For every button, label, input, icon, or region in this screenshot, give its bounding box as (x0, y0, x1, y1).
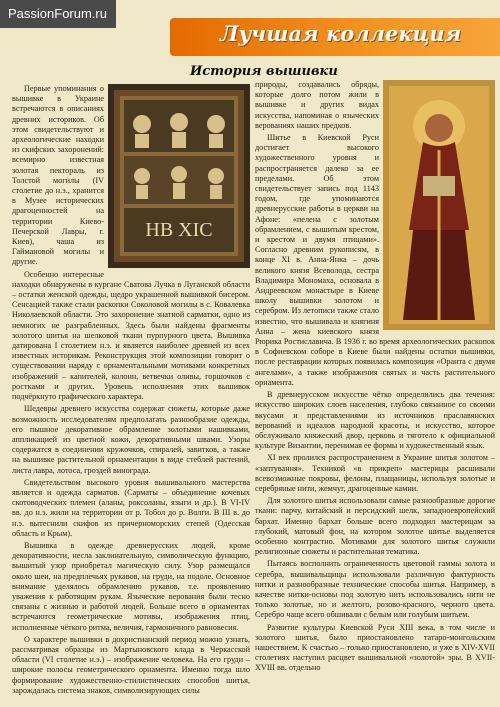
paragraph: Первые упоминания о вышивке в Украине встречаются в описаниях древних историков. Об этом свидетельствуют и археологические находки из скифских захоронений: всемирно известная золотая пектораль из Толстой могилы (IV столетие до н.э., хранится в Музее исторических драгоценностей на территории Киево-Печерской Лавры, г. Киев), чаша из Гаймановой могилы и другие. (12, 84, 104, 267)
paragraph: природы, создавались обряды, которые долго потом жили в вышивке и других видах искусства, напоминая о языческих верованиях наших предков. (255, 80, 379, 130)
paragraph: Для золотого шитья использовали самые разнообразные дорогие ткани: парчу, китайский и персидский шелк, западноевропейский бархат. Именно бархат больше всего подходил мастерицам за глубокий, матовый фон, на котором золотое шитье выделяется особенно контрастно. Мотивами для золотого шитья служили религиозные сюжеты и растительная тематика. (255, 496, 495, 557)
icon-saint-photo (383, 80, 495, 330)
paragraph: В древнерусском искусстве чётко определились два течения: искусство широких слоев населения, глубоко связанное со своими вкусами и представлениями из источников праславянских верований и идеалов народной красоты, и искусство, которое обслуживало княжеский двор, церковь и тяготело к официальной культуре Византии, перенимая ее формы и художественный язык. (255, 390, 495, 451)
text-column-right (255, 80, 495, 704)
article-title: История вышивки (190, 64, 338, 79)
paragraph: Пытаясь восполнить ограниченность цветовой гаммы золота и серебра, вышивальщицы использовали различную фактурность нитки и разнообразные технические способы шитья. Например, в качестве нитки-основы под золотую нить использовались нити не только золотые, но и желтого, розово-красного, черного цвета. Серебро чаще всего обшивали с белым или голубым шитьем. (255, 559, 495, 620)
section-title: Лучшая коллекция (220, 21, 462, 46)
paragraph: Вышивка в одежде древнерусских людей, кроме декоративности, несла заклинательную, символическую функцию, вышитый узор приобретал магическую силу. Узор размещался около шеи, на предплечьях рукавов, на груди, на подоле. Основное внимание уделялось обрамлению рукавов, т.е. проявлению уважения к работящим рукам. Языческие верования были тесно связаны с жизнью и работой людей. Больше всего в орнаментах встречаются геометрические мотивы, изображения птиц, исполненные чёткого ритма, величия, гармоничного равновесия. (12, 540, 250, 632)
embroidered-cloth-image (108, 84, 250, 268)
embroidered-cloth-photo (108, 84, 250, 268)
text-column-left (12, 84, 250, 704)
section-banner (170, 18, 500, 56)
paragraph: Развитие культуры Киевской Руси XIII века, в том числе и золотого шитья, было приостановлено татаро-монгольским нашествием. К счастью – только приостановлено, и уже в XIV-XVII столетиях наступил расцвет вышивальной «золотой» эры. В XVII-XVIII вв. отдельно (255, 622, 495, 673)
paragraph: Шитье в Киевской Руси достигает высокого художественного уровня и распространяется далеко за ее пределами. Об этом свидетельствует запись под 1143 годом, где упоминаются древнерусские работы в церкви на Афоне: «пелена с золотым обрамлением, с вышитым крестом, и крестом и двумя птицами». Согласно древним рукописям, в конце XI в. Анна-Янка – дочь великого князя Всеволода, сестра Владимира Мономаха, основала в Андреевском монастыре в Киеве школу вышивки золотом и серебром. Из летописи также стало известно, что вышивала и княгиня Анна – жена киевского князя Рюрика Ростиславича. В 1936 г. во время археологических раскопок в Софиевском соборе в Киеве были найдены остатки вышивки, после реставрации которых появилась композиция «Оранта с двумя ангелами», а также изображения святых и часть растительного орнамента. (255, 133, 495, 387)
paragraph: XI век пролился распространением в Украине шитья золотом – «заптування». Техникой «в прикреп» мастерицы расшивали всевозможные покровы, фелоны, плащаницы, используя золотые и серебряные нити, жемчуг, драгоценные камни. (255, 453, 495, 493)
paragraph: Особенно интересные находки обнаружены в кургане Сватова Лучка в Луганской области – остатки женской одежды, щедро украшенной вышивкой бисером. Сенсацией также стали раскопки Соколовой могилы в с. Ковалевка Николаевской области. Это захоронение знатной сарматки, одно из немногих не разграбленных. Здесь были найдены фрагменты золотого шитья на шелковой ткани пурпурного цвета. Вышивка датирована I столетием н.э. и является наиболее древней из всех известных историкам. Реконструкция этой композиции говорит о существовании наряду с орнаментальными мотивами конкретных изображений – капителей, колонн, ветвечки оливы, горшочков с ростками и других. Уровень исполнения этих вышивок подчёркнуто графического характера. (12, 269, 250, 402)
paragraph: Свидетельством высокого уровня вышивального мастерства является и одежда сарматов. (Сарматы – объединение кочевых скотоводческих племен (аланы, роксоланы, языги и др.). В VI-IV вв. до н.э. жили на территории от р. Тобол до р. Волги. В III в. до н.э. вытеснили скифов из причерноморских степей (Одесская область и Крым). (12, 477, 250, 538)
paragraph: О характере вышивки в дохристианский период можно узнать, рассматривая образцы из Мартыновского клада в Черкасской области (VI столетие н.э.) – изображение человека. На его груди – широкие полосы геометрического орнамента. Именно тогда шло формирование художественно-стилистических способов шитья, зарождалась система знаков, символизирующих силы (12, 634, 250, 695)
saint-icon-image (383, 80, 495, 330)
site-watermark: PassionForum.ru (0, 0, 116, 28)
cloth-inscription: HB XIC (145, 219, 213, 241)
paragraph: Шедевры древнего искусства содержат сюжеты, которые даже возможность исследователям предполагать разнообразие одежды, его пышное декоративное обрамление золотыми нашивками, аппликацией из цветной кожи, декоративными швами. Узоры содержатся в соединении кружочков, спиралей, завитков, а также на вышивке растительной орнаментации в виде стеблей растений, листа лавра, лотоса, гроздей винограда. (12, 404, 250, 475)
